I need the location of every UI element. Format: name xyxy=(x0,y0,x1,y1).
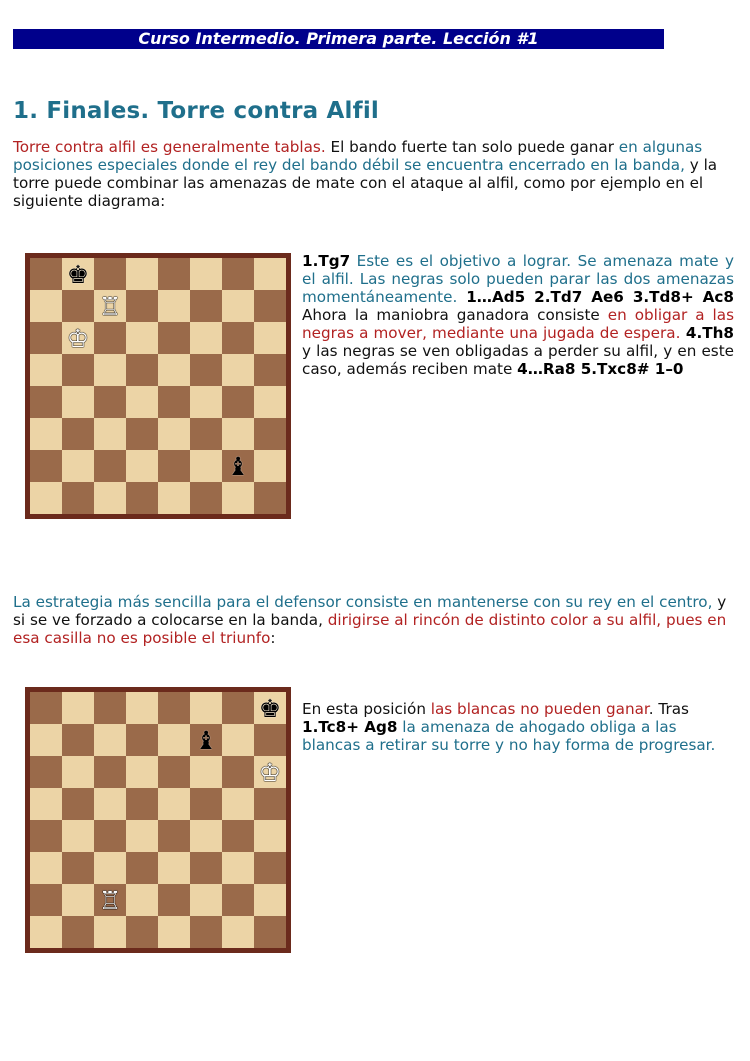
square-d5 xyxy=(126,354,158,386)
square-c5 xyxy=(94,354,126,386)
move-text: 1.Tg7 xyxy=(302,252,351,270)
comment-text: Este es el objetivo a lograr. Se amenaza mate y el alfil. Las negras solo pueden parar las dos amenazas momentáneamente. xyxy=(302,252,734,306)
black-bishop-icon: ♝ xyxy=(226,451,250,481)
strategy-colon: : xyxy=(270,629,276,647)
square-h2 xyxy=(254,884,286,916)
square-b7 xyxy=(62,290,94,322)
black-king-icon: ♚ xyxy=(66,259,90,289)
square-f2 xyxy=(190,884,222,916)
move-text: 4.Th8 xyxy=(680,324,734,342)
square-g3 xyxy=(222,852,254,884)
strategy-text: La estrategia más sencilla para el defensor consiste en mantenerse con su rey en el centro, xyxy=(13,593,713,611)
chessboard xyxy=(30,692,286,948)
diagram2-commentary xyxy=(302,700,732,754)
square-a7 xyxy=(30,724,62,756)
square-c4 xyxy=(94,820,126,852)
square-b4 xyxy=(62,820,94,852)
square-b8 xyxy=(62,692,94,724)
square-a1 xyxy=(30,916,62,948)
square-g1 xyxy=(222,482,254,514)
square-c1 xyxy=(94,482,126,514)
square-e4 xyxy=(158,386,190,418)
comment-text: la amenaza de ahogado obliga a las blancas a retirar su torre y no hay forma de progresar. xyxy=(302,718,716,754)
square-d3 xyxy=(126,852,158,884)
square-e2 xyxy=(158,884,190,916)
square-g3 xyxy=(222,418,254,450)
square-c8 xyxy=(94,692,126,724)
chess-diagram-2 xyxy=(25,687,291,953)
square-f7 xyxy=(190,290,222,322)
square-a5 xyxy=(30,788,62,820)
square-b6 xyxy=(62,756,94,788)
square-b1 xyxy=(62,916,94,948)
square-h5 xyxy=(254,788,286,820)
square-f2 xyxy=(190,450,222,482)
square-f5 xyxy=(190,788,222,820)
square-a6 xyxy=(30,756,62,788)
square-d4 xyxy=(126,386,158,418)
square-b5 xyxy=(62,354,94,386)
square-h1 xyxy=(254,916,286,948)
square-b2 xyxy=(62,884,94,916)
strategy-highlight: dirigirse al rincón de distinto color a su alfil, pues en esa casilla no es posible el triunfo xyxy=(13,611,727,647)
lesson-header: Curso Intermedio. Primera parte. Lección #1 xyxy=(13,29,664,49)
square-e4 xyxy=(158,820,190,852)
square-h3 xyxy=(254,852,286,884)
square-c1 xyxy=(94,916,126,948)
square-e6 xyxy=(158,756,190,788)
square-h5 xyxy=(254,354,286,386)
square-h8 xyxy=(254,258,286,290)
square-e8 xyxy=(158,692,190,724)
square-c7 xyxy=(94,290,126,322)
square-b4 xyxy=(62,386,94,418)
square-d2 xyxy=(126,450,158,482)
square-g2 xyxy=(222,884,254,916)
square-h2 xyxy=(254,450,286,482)
square-g1 xyxy=(222,916,254,948)
comment-highlight: las blancas no pueden ganar xyxy=(430,700,649,718)
white-king-icon: ♔ xyxy=(258,757,282,787)
square-g6 xyxy=(222,756,254,788)
square-c7 xyxy=(94,724,126,756)
square-b8 xyxy=(62,258,94,290)
white-king-icon: ♔ xyxy=(66,323,90,353)
square-e3 xyxy=(158,852,190,884)
square-h7 xyxy=(254,290,286,322)
square-c3 xyxy=(94,852,126,884)
square-h6 xyxy=(254,756,286,788)
square-d8 xyxy=(126,692,158,724)
square-g7 xyxy=(222,290,254,322)
square-d3 xyxy=(126,418,158,450)
square-b2 xyxy=(62,450,94,482)
square-c4 xyxy=(94,386,126,418)
square-a4 xyxy=(30,386,62,418)
square-a6 xyxy=(30,322,62,354)
square-c3 xyxy=(94,418,126,450)
square-b3 xyxy=(62,418,94,450)
white-rook-icon: ♖ xyxy=(98,291,122,321)
square-c5 xyxy=(94,788,126,820)
square-e7 xyxy=(158,724,190,756)
move-text: 1…Ad5 2.Td7 Ae6 3.Td8+ Ac8 xyxy=(457,288,734,306)
square-f5 xyxy=(190,354,222,386)
move-text: 1.Tc8+ Ag8 xyxy=(302,718,398,736)
square-h8 xyxy=(254,692,286,724)
square-g7 xyxy=(222,724,254,756)
comment-text: y las negras se ven obligadas a perder su alfil, y en este caso, además reciben mate xyxy=(302,342,734,378)
square-h1 xyxy=(254,482,286,514)
square-g4 xyxy=(222,820,254,852)
square-a8 xyxy=(30,258,62,290)
square-g5 xyxy=(222,354,254,386)
square-a5 xyxy=(30,354,62,386)
square-h6 xyxy=(254,322,286,354)
square-a2 xyxy=(30,884,62,916)
square-h4 xyxy=(254,386,286,418)
square-c2 xyxy=(94,450,126,482)
square-f7 xyxy=(190,724,222,756)
square-b7 xyxy=(62,724,94,756)
white-rook-icon: ♖ xyxy=(98,885,122,915)
intro-condition: en algunas posiciones especiales donde el rey del bando débil se encuentra encerrado en la banda, xyxy=(13,138,703,174)
square-d7 xyxy=(126,724,158,756)
square-f6 xyxy=(190,322,222,354)
square-e3 xyxy=(158,418,190,450)
strategy-text-2: y si se ve forzado a colocarse en la banda, xyxy=(13,593,727,629)
square-d1 xyxy=(126,916,158,948)
square-g5 xyxy=(222,788,254,820)
square-c2 xyxy=(94,884,126,916)
square-h7 xyxy=(254,724,286,756)
square-h4 xyxy=(254,820,286,852)
intro-paragraph xyxy=(13,138,718,210)
square-e6 xyxy=(158,322,190,354)
square-a1 xyxy=(30,482,62,514)
square-b5 xyxy=(62,788,94,820)
square-d6 xyxy=(126,322,158,354)
square-d8 xyxy=(126,258,158,290)
square-f4 xyxy=(190,386,222,418)
square-d6 xyxy=(126,756,158,788)
square-g8 xyxy=(222,692,254,724)
intro-text-2: y la torre puede combinar las amenazas de mate con el ataque al alfil, como por ejemplo en el siguiente diagrama: xyxy=(13,156,718,210)
square-a8 xyxy=(30,692,62,724)
square-a2 xyxy=(30,450,62,482)
square-h3 xyxy=(254,418,286,450)
square-b6 xyxy=(62,322,94,354)
square-e5 xyxy=(158,788,190,820)
comment-text: En esta posición xyxy=(302,700,431,718)
square-c8 xyxy=(94,258,126,290)
square-f8 xyxy=(190,692,222,724)
square-a7 xyxy=(30,290,62,322)
square-b1 xyxy=(62,482,94,514)
square-a4 xyxy=(30,820,62,852)
square-f3 xyxy=(190,418,222,450)
square-e7 xyxy=(158,290,190,322)
square-f4 xyxy=(190,820,222,852)
intro-text: El bando fuerte tan solo puede ganar xyxy=(325,138,619,156)
strategy-paragraph xyxy=(13,593,728,647)
square-a3 xyxy=(30,852,62,884)
diagram1-commentary xyxy=(302,252,734,378)
black-king-icon: ♚ xyxy=(258,693,282,723)
black-bishop-icon: ♝ xyxy=(194,725,218,755)
square-f1 xyxy=(190,916,222,948)
square-d1 xyxy=(126,482,158,514)
chess-diagram-1 xyxy=(25,253,291,519)
square-e5 xyxy=(158,354,190,386)
square-e1 xyxy=(158,482,190,514)
comment-text: Ahora la maniobra ganadora consiste xyxy=(302,306,608,324)
square-d2 xyxy=(126,884,158,916)
square-f8 xyxy=(190,258,222,290)
square-a3 xyxy=(30,418,62,450)
square-d5 xyxy=(126,788,158,820)
square-c6 xyxy=(94,756,126,788)
square-f1 xyxy=(190,482,222,514)
square-e8 xyxy=(158,258,190,290)
square-d4 xyxy=(126,820,158,852)
section-title: 1. Finales. Torre contra Alfil xyxy=(13,98,380,124)
move-text: 4…Ra8 5.Txc8# 1–0 xyxy=(517,360,684,378)
square-e1 xyxy=(158,916,190,948)
square-g6 xyxy=(222,322,254,354)
square-c6 xyxy=(94,322,126,354)
intro-highlight: Torre contra alfil es generalmente tablas. xyxy=(13,138,326,156)
square-f6 xyxy=(190,756,222,788)
chessboard xyxy=(30,258,286,514)
square-g2 xyxy=(222,450,254,482)
square-d7 xyxy=(126,290,158,322)
square-g4 xyxy=(222,386,254,418)
square-b3 xyxy=(62,852,94,884)
square-f3 xyxy=(190,852,222,884)
comment-highlight: en obligar a las negras a mover, mediante una jugada de espera. xyxy=(302,306,734,342)
square-e2 xyxy=(158,450,190,482)
square-g8 xyxy=(222,258,254,290)
comment-text: . Tras xyxy=(648,700,689,718)
